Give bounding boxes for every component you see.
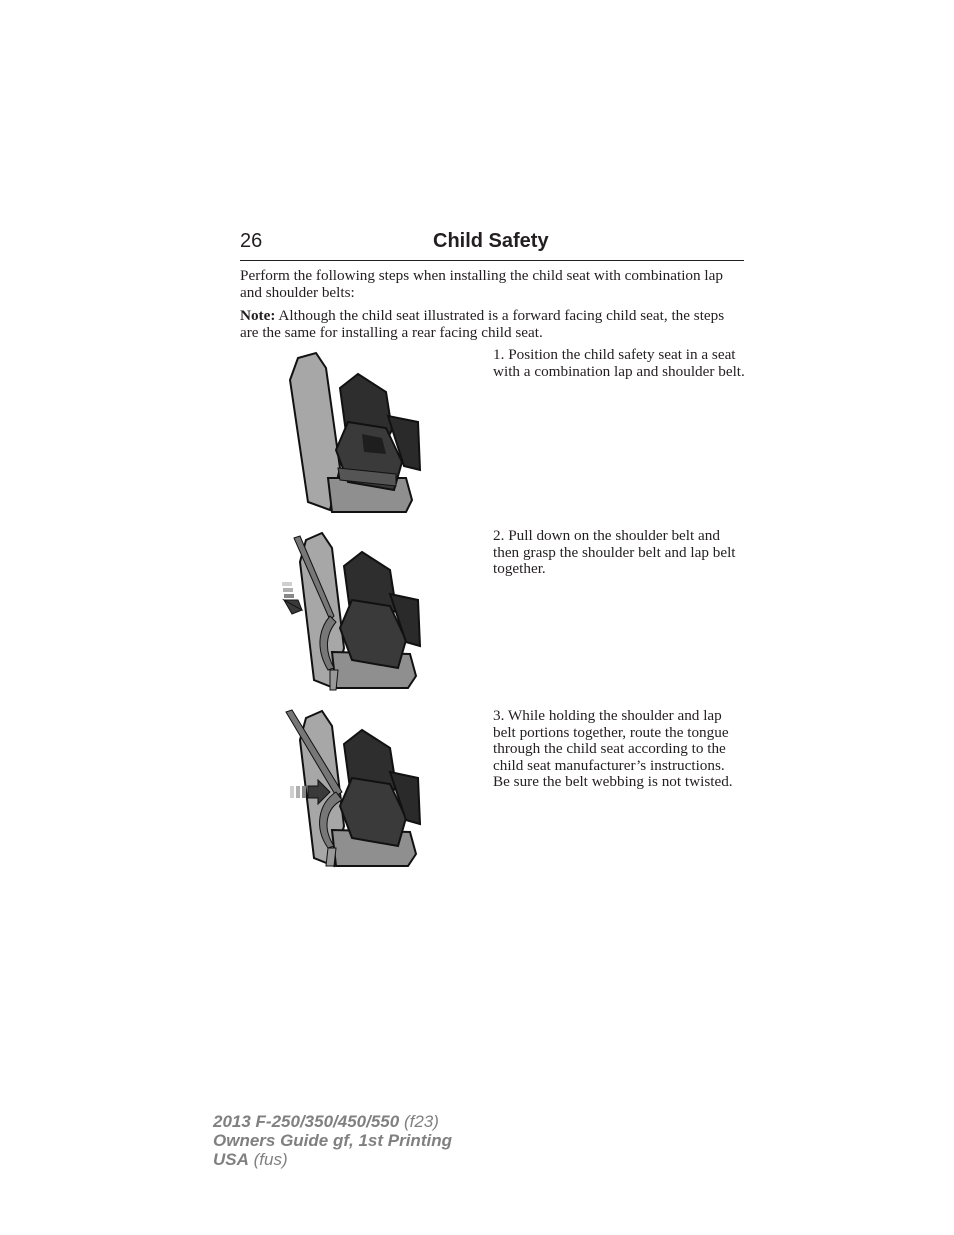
document-footer bbox=[213, 1112, 452, 1169]
child-seat-illustration-1 bbox=[278, 350, 428, 515]
intro-paragraph: Perform the following steps when installing the child seat with combination lap and shoulder belts: bbox=[240, 267, 723, 301]
page-header bbox=[240, 228, 744, 261]
note-paragraph bbox=[240, 308, 744, 341]
note-text: Although the child seat illustrated is a forward facing child seat, the steps are the same for installing a rear facing child seat. bbox=[240, 307, 725, 341]
footer-line-2: Owners Guide gf, 1st Printing bbox=[213, 1131, 452, 1150]
section-title: Child Safety bbox=[433, 230, 549, 252]
step-3-text: 3. While holding the shoulder and lap belt portions together, route the tongue through the child seat according to the child seat manufacturer’s instructions. Be sure the belt webbing is not twisted. bbox=[493, 707, 733, 790]
note-label: Note: bbox=[240, 307, 276, 324]
page-number: 26 bbox=[240, 230, 263, 252]
footer-line-3: USA (fus) bbox=[213, 1150, 288, 1169]
child-seat-illustration-2 bbox=[278, 530, 428, 695]
child-seat-illustration-3 bbox=[278, 708, 428, 873]
step-2-text: 2. Pull down on the shoulder belt and then grasp the shoulder belt and lap belt together. bbox=[493, 527, 736, 577]
step-1-text: 1. Position the child safety seat in a seat with a combination lap and shoulder belt. bbox=[493, 346, 745, 380]
footer-line-1: 2013 F-250/350/450/550 (f23) bbox=[213, 1112, 439, 1131]
